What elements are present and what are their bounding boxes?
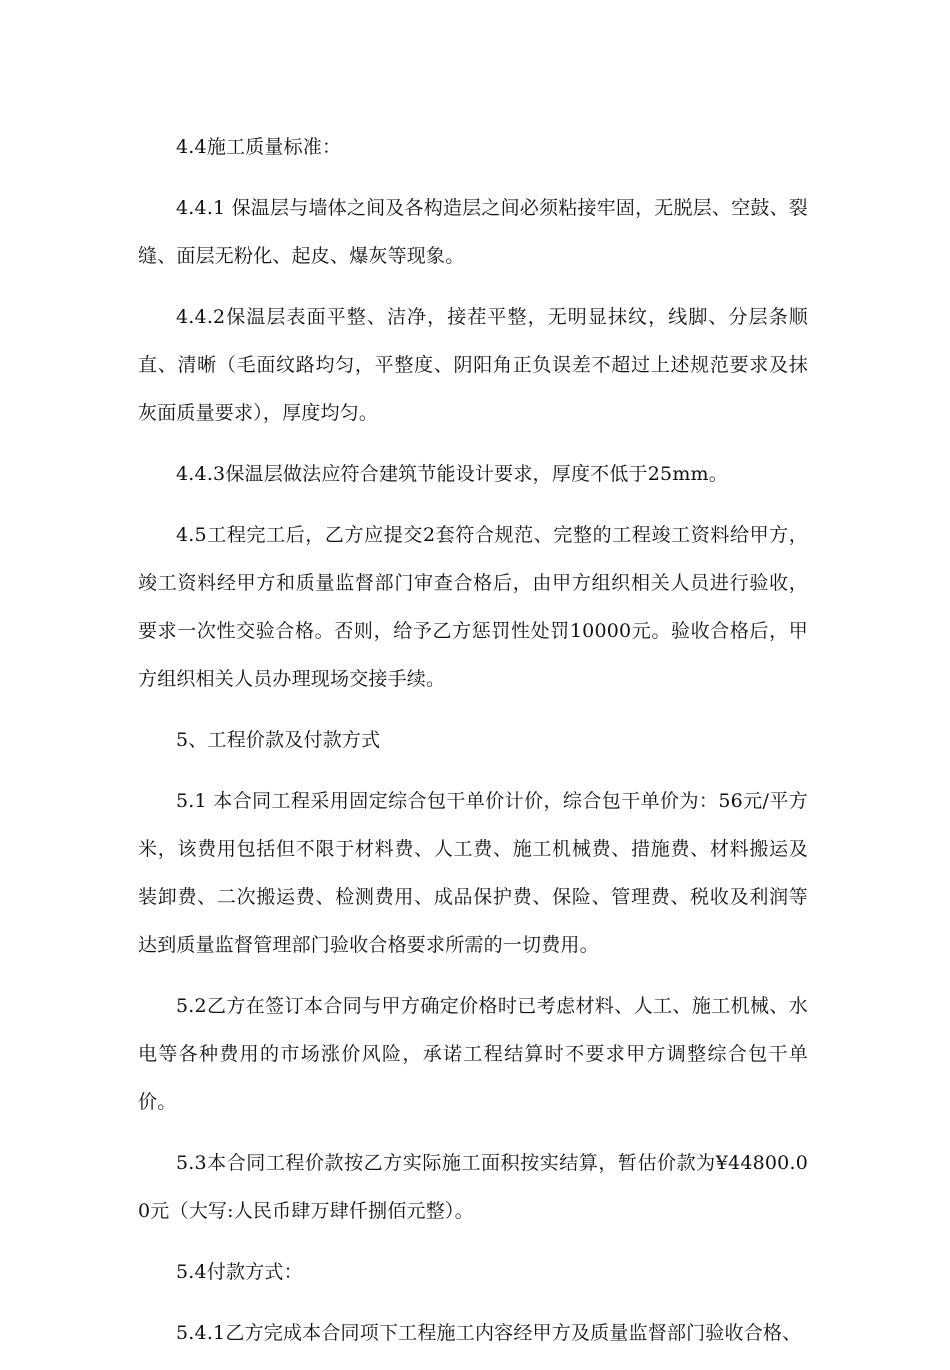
clause-4-4-3: 4.4.3保温层做法应符合建筑节能设计要求，厚度不低于25mm。 — [176, 463, 728, 485]
clause-5-3: 5.3本合同工程价款按乙方实际施工面积按实结算，暂估价款为¥44800.00元（大写:人民币肆万肆仟捌佰元整）。 — [138, 1152, 808, 1222]
clause-5-4-heading: 5.4付款方式： — [176, 1261, 303, 1283]
clause-5-1: 5.1 本合同工程采用固定综合包干单价计价，综合包干单价为：56元/平方米，该费用包括但不限于材料费、人工费、施工机械费、措施费、材料搬运及装卸费、二次搬运费、检测费用、成品保护费、保险、管理费、税收及利润等达到质量监督管理部门验收合格要求所需的一切费用。 — [138, 790, 808, 956]
clause-5-2: 5.2乙方在签订本合同与甲方确定价格时已考虑材料、人工、施工机械、水电等各种费用的市场涨价风险，承诺工程结算时不要求甲方调整综合包干单价。 — [138, 995, 808, 1113]
clause-5-4-1: 5.4.1乙方完成本合同项下工程施工内容经甲方及质量监督部门验收合格、 — [176, 1322, 802, 1344]
clause-4-4-heading: 4.4施工质量标准： — [176, 136, 342, 158]
section-5-heading: 5、工程价款及付款方式 — [176, 729, 381, 751]
document-body — [138, 123, 808, 1370]
clause-4-5: 4.5工程完工后，乙方应提交2套符合规范、完整的工程竣工资料给甲方，竣工资料经甲方和质量监督部门审查合格后，由甲方组织相关人员进行验收，要求一次性交验合格。否则，给予乙方惩罚性处罚10000元。验收合格后，甲方组织相关人员办理现场交接手续。 — [138, 524, 808, 690]
clause-4-4-1: 4.4.1 保温层与墙体之间及各构造层之间必须粘接牢固，无脱层、空鼓、裂缝、面层无粉化、起皮、爆灰等现象。 — [138, 197, 808, 267]
clause-4-4-2: 4.4.2保温层表面平整、洁净，接茬平整，无明显抹纹，线脚、分层条顺直、清晰（毛面纹路均匀，平整度、阴阳角正负误差不超过上述规范要求及抹灰面质量要求），厚度均匀。 — [138, 306, 808, 424]
